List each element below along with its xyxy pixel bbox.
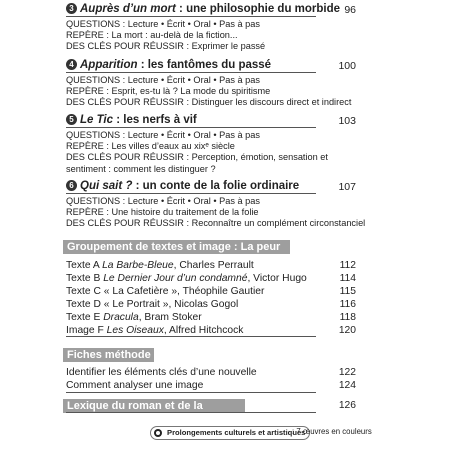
toc-row-rest: , Alfred Hitchcock	[163, 325, 244, 336]
toc-row[interactable]	[66, 379, 356, 392]
chapter-line: REPÈRE : La mort : au-delà de la fiction...	[66, 30, 238, 41]
toc-row-label: Texte D	[66, 299, 104, 310]
toc-row-rest: , Charles Perrault	[173, 260, 254, 271]
toc-row[interactable]	[66, 272, 356, 285]
chapter-title-rest: : les nerfs à vif	[113, 114, 197, 126]
chapter-number-badge: 6	[66, 180, 77, 191]
chapter-entry[interactable]	[66, 59, 356, 109]
chapter-entry[interactable]	[66, 180, 366, 230]
toc-row-rest: « La Cafetière », Théophile Gautier	[103, 286, 265, 297]
chapter-line: QUESTIONS : Lecture • Écrit • Oral • Pas à pas	[66, 75, 260, 85]
chapter-line: REPÈRE : Une histoire du traitement de la folie	[66, 207, 259, 218]
chapter-page-number: 100	[338, 60, 356, 72]
chapter-line: QUESTIONS : Lecture • Écrit • Oral • Pas à pas	[66, 130, 260, 140]
section-heading-lexique: Lexique du roman et de la nouvelle	[63, 399, 245, 413]
chapter-number-badge: 3	[66, 3, 77, 14]
chapter-rule	[66, 193, 316, 194]
toc-row[interactable]	[66, 298, 356, 311]
toc-row-page: 115	[339, 286, 356, 297]
chapter-line: QUESTIONS : Lecture • Écrit • Oral • Pas à pas	[66, 19, 260, 29]
toc-row-label: Comment analyser une image	[66, 380, 204, 391]
chapter-title	[66, 3, 340, 16]
toc-row-page: 118	[339, 312, 356, 323]
chapter-entry[interactable]	[66, 3, 356, 53]
toc-row-italic: La Barbe-Bleue	[102, 260, 174, 271]
toc-row-page: 120	[338, 325, 356, 336]
toc-row-rest: , Victor Hugo	[247, 273, 307, 284]
toc-row-page: 124	[338, 380, 356, 391]
chapter-line: DES CLÉS POUR RÉUSSIR : Exprimer le passé	[66, 41, 266, 52]
chapter-number-badge: 4	[66, 59, 77, 70]
chapter-line: QUESTIONS : Lecture • Écrit • Oral • Pas à pas	[66, 196, 260, 206]
chapter-line: DES CLÉS POUR RÉUSSIR : Perception, émotion, sensation et sentiment : comment les distinguer ?	[66, 152, 328, 174]
chapter-title-italic: Apparition	[80, 59, 138, 71]
section-heading-fiches: Fiches méthode	[63, 348, 154, 362]
chapter-line: DES CLÉS POUR RÉUSSIR : Reconnaître un complément circonstanciel	[66, 218, 366, 229]
toc-row-label: Texte B	[66, 273, 104, 284]
toc-row-rest: « Le Portrait », Nicolas Gogol	[103, 299, 239, 310]
chapter-line: REPÈRE : Esprit, es-tu là ? La mode du spiritisme	[66, 86, 271, 97]
toc-row-page: 112	[339, 260, 356, 271]
section-heading-groupement: Groupement de textes et image : La peur	[63, 240, 290, 254]
chapter-title-italic: Auprès d’un mort	[80, 3, 176, 15]
circle-bullet-icon	[154, 429, 162, 437]
chapter-title	[66, 114, 197, 127]
toc-row-italic: Les Oiseaux	[106, 325, 164, 336]
chapter-title-rest: : les fantômes du passé	[137, 59, 272, 71]
chapter-title	[66, 59, 271, 72]
toc-row-label: Image F	[66, 325, 107, 336]
toc-row-italic: Le Dernier Jour d’un condamné	[103, 273, 248, 284]
chapter-rule	[66, 16, 316, 17]
section-rule	[66, 392, 316, 393]
toc-row-italic: Dracula	[103, 312, 139, 323]
chapter-number-badge: 5	[66, 114, 77, 125]
toc-row-label: Identifier les éléments clés d’une nouvelle	[66, 367, 257, 378]
prolongements-note	[150, 426, 376, 440]
toc-row-page: 122	[338, 367, 356, 378]
toc-row[interactable]	[66, 311, 356, 324]
toc-row[interactable]	[66, 285, 356, 298]
chapter-entry[interactable]	[66, 114, 356, 175]
toc-row-page: 116	[339, 299, 356, 310]
toc-row-page: 114	[339, 273, 356, 284]
toc-row[interactable]	[66, 366, 356, 379]
chapter-line: DES CLÉS POUR RÉUSSIR : Distinguer les discours direct et indirect	[66, 97, 352, 108]
toc-row-label: Texte C	[66, 286, 104, 297]
section-rule	[66, 336, 316, 337]
chapter-title-italic: Le Tic	[80, 114, 114, 126]
prolongements-tail: : 7 œuvres en couleurs	[292, 427, 372, 436]
chapter-title	[66, 180, 299, 193]
chapter-line: REPÈRE : Les villes d’eaux au xixᵉ siècle	[66, 141, 235, 152]
chapter-rule	[66, 127, 316, 128]
prolongements-label: Prolongements culturels et artistiques	[167, 428, 306, 437]
chapter-page-number: 96	[344, 4, 356, 16]
toc-row-page: 126	[338, 400, 356, 411]
toc-row-rest: , Bram Stoker	[138, 312, 202, 323]
chapter-rule	[66, 72, 316, 73]
chapter-page-number: 107	[338, 181, 356, 193]
chapter-title-rest: : un conte de la folie ordinaire	[132, 180, 300, 192]
toc-row-label: Texte A	[66, 260, 103, 271]
prolongements-pill	[150, 426, 310, 440]
chapter-title-rest: : une philosophie du morbide	[175, 3, 341, 15]
chapter-page-number: 103	[338, 115, 356, 127]
section-rule	[66, 412, 316, 413]
toc-row-label: Texte E	[66, 312, 104, 323]
toc-row[interactable]	[66, 259, 356, 272]
chapter-title-italic: Qui sait ?	[80, 180, 133, 192]
